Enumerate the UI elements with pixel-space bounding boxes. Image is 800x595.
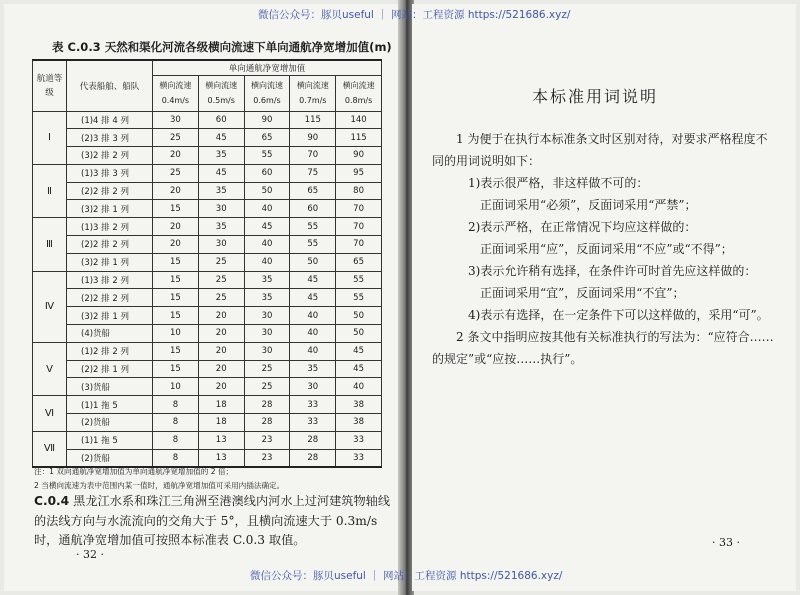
table-row [33, 325, 382, 343]
cell-value: 70 [336, 236, 382, 254]
cell-vessel: (1)3 排 2 列 [67, 271, 153, 289]
cell-value: 20 [198, 307, 244, 325]
note-line: 注：1 双向通航净宽增加值为单向通航净宽增加值的 2 倍； [34, 467, 234, 476]
cell-value: 70 [336, 218, 382, 236]
cell-value: 25 [198, 271, 244, 289]
cell-value: 25 [244, 378, 290, 396]
cell-value: 45 [198, 129, 244, 147]
cell-value: 30 [153, 111, 199, 129]
cell-value: 8 [153, 414, 199, 432]
note-line: 2 当横向流速为表中范围内某一值时，通航净宽增加值可采用内插法确定。 [34, 481, 285, 490]
cell-value: 80 [336, 182, 382, 200]
cell-value: 28 [244, 396, 290, 414]
cell-value: 28 [244, 414, 290, 432]
cell-value: 8 [153, 431, 199, 449]
table-row [33, 111, 382, 129]
cell-vessel: (1)1 拖 5 [67, 431, 153, 449]
table-row [33, 378, 382, 396]
cell-level: Ⅴ [33, 342, 67, 395]
cell-value: 23 [244, 431, 290, 449]
list-item: 1)表示很严格，非这样做不可的： [468, 176, 649, 190]
cell-value: 18 [198, 414, 244, 432]
header-speed: 横向流速 0.6m/s [244, 75, 290, 111]
cell-value: 40 [290, 342, 336, 360]
cell-value: 8 [153, 449, 199, 467]
cell-value: 60 [198, 111, 244, 129]
table-title: 表 C.0.3 天然和渠化河流各级横向流速下单向通航净宽增加值(m) [52, 40, 392, 54]
table-row [33, 342, 382, 360]
cell-level: Ⅰ [33, 111, 67, 164]
cell-value: 40 [244, 200, 290, 218]
table-row [33, 360, 382, 378]
cell-value: 23 [244, 449, 290, 467]
paragraph: 2 条文中指明应按其他有关标准执行的写法为：“应符合…… [456, 330, 774, 344]
cell-value: 35 [290, 360, 336, 378]
cell-value: 60 [290, 200, 336, 218]
page-number-left: · 32 · [76, 548, 104, 561]
cell-value: 60 [244, 164, 290, 182]
cell-value: 15 [153, 360, 199, 378]
cell-vessel: (2)3 排 3 列 [67, 129, 153, 147]
table-row [33, 182, 382, 200]
watermark-top: 微信公众号：豚贝useful ｜ 网站：工程资源 https://521686.xyz/ [258, 9, 571, 21]
header-group: 单向通航净宽增加值 [153, 60, 382, 75]
list-item-words: 正面词采用“应”，反面词采用“不应”或“不得”； [480, 242, 733, 256]
watermark-bottom: 微信公众号：豚贝useful ｜ 网站：工程资源 https://521686.xyz/ [250, 570, 563, 582]
cell-value: 33 [290, 414, 336, 432]
cell-vessel: (3)2 排 1 列 [67, 307, 153, 325]
cell-vessel: (2)货船 [67, 449, 153, 467]
header-speed: 横向流速 0.8m/s [336, 75, 382, 111]
wording-title: 本标准用词说明 [532, 87, 659, 106]
clause-number: C.0.4 [34, 494, 70, 508]
table-body [33, 111, 382, 467]
cell-value: 20 [198, 360, 244, 378]
cell-vessel: (4)货船 [67, 325, 153, 343]
clause-text: 黑龙江水系和珠江三角洲至港澳线内河水上过河建筑物轴线的法线方向与水流流向的交角大于 5°，且横向流速大于 0.3m/s 时，通航净宽增加值可按照本标准表 C.0.3 取值。 [34, 494, 391, 547]
cell-vessel: (2)2 排 2 列 [67, 182, 153, 200]
cell-value: 15 [153, 307, 199, 325]
cell-value: 25 [153, 164, 199, 182]
header-speed: 横向流速 0.5m/s [198, 75, 244, 111]
cell-value: 20 [153, 147, 199, 165]
table-row [33, 236, 382, 254]
cell-vessel: (1)3 排 3 列 [67, 164, 153, 182]
cell-value: 40 [336, 378, 382, 396]
table-row [33, 271, 382, 289]
cell-value: 40 [244, 236, 290, 254]
cell-level: Ⅵ [33, 396, 67, 432]
cell-value: 38 [336, 396, 382, 414]
cell-level: Ⅱ [33, 164, 67, 217]
cell-value: 20 [198, 342, 244, 360]
cell-value: 45 [244, 218, 290, 236]
paragraph: 同的用词说明如下： [432, 154, 541, 168]
list-item: 4)表示有选择，在一定条件下可以这样做的，采用“可”。 [468, 308, 769, 322]
table-row [33, 414, 382, 432]
cell-value: 65 [244, 129, 290, 147]
table-row [33, 431, 382, 449]
cell-value: 50 [244, 182, 290, 200]
cell-value: 50 [336, 307, 382, 325]
cell-value: 18 [198, 396, 244, 414]
cell-value: 45 [336, 342, 382, 360]
cell-value: 15 [153, 253, 199, 271]
left-page [4, 4, 400, 591]
cell-value: 55 [336, 289, 382, 307]
table-notes [34, 465, 284, 493]
header-level: 航道等级 [33, 60, 67, 111]
paragraph: 的规定”或“应按……执行”。 [432, 352, 583, 366]
cell-value: 35 [244, 271, 290, 289]
cell-value: 70 [290, 147, 336, 165]
cell-vessel: (2)2 排 2 列 [67, 236, 153, 254]
cell-level: Ⅶ [33, 431, 67, 467]
cell-value: 25 [244, 360, 290, 378]
cell-value: 45 [198, 164, 244, 182]
cell-value: 28 [290, 431, 336, 449]
cell-value: 30 [244, 325, 290, 343]
clause-c04 [34, 492, 394, 551]
cell-value: 33 [336, 431, 382, 449]
cell-value: 45 [336, 360, 382, 378]
cell-value: 45 [290, 289, 336, 307]
table-row [33, 396, 382, 414]
cell-value: 35 [198, 147, 244, 165]
cell-vessel: (2)2 排 1 列 [67, 360, 153, 378]
cell-value: 35 [244, 289, 290, 307]
table-row [33, 253, 382, 271]
right-page [412, 4, 796, 591]
header-vessel: 代表船舶、船队 [67, 60, 153, 111]
cell-value: 35 [198, 182, 244, 200]
table-row [33, 147, 382, 165]
cell-value: 30 [198, 236, 244, 254]
cell-value: 90 [244, 111, 290, 129]
cell-value: 75 [290, 164, 336, 182]
cell-value: 15 [153, 289, 199, 307]
cell-value: 40 [290, 307, 336, 325]
cell-vessel: (2)2 排 2 列 [67, 289, 153, 307]
cell-value: 30 [198, 200, 244, 218]
page-number-right: · 33 · [712, 536, 740, 549]
cell-value: 70 [336, 200, 382, 218]
cell-value: 33 [290, 396, 336, 414]
cell-value: 25 [198, 289, 244, 307]
cell-value: 45 [290, 271, 336, 289]
cell-value: 90 [290, 129, 336, 147]
cell-value: 20 [153, 182, 199, 200]
list-item-words: 正面词采用“宜”，反面词采用“不宜”； [480, 286, 685, 300]
cell-vessel: (3)2 排 1 列 [67, 200, 153, 218]
cell-vessel: (1)3 排 2 列 [67, 218, 153, 236]
cell-level: Ⅲ [33, 218, 67, 271]
cell-value: 55 [244, 147, 290, 165]
paragraph: 1 为便于在执行本标准条文时区别对待，对要求严格程度不 [456, 132, 768, 146]
cell-vessel: (1)1 拖 5 [67, 396, 153, 414]
cell-value: 30 [244, 342, 290, 360]
cell-value: 33 [336, 449, 382, 467]
cell-value: 90 [336, 147, 382, 165]
cell-value: 50 [290, 253, 336, 271]
wording-body [432, 128, 782, 370]
cell-value: 35 [198, 218, 244, 236]
list-item: 2)表示严格，在正常情况下均应这样做的： [468, 220, 697, 234]
cell-value: 55 [336, 271, 382, 289]
cell-value: 115 [336, 129, 382, 147]
table-row [33, 289, 382, 307]
table-row [33, 200, 382, 218]
cell-value: 15 [153, 271, 199, 289]
cell-value: 13 [198, 449, 244, 467]
cell-vessel: (2)货船 [67, 414, 153, 432]
table-row [33, 307, 382, 325]
cell-value: 20 [153, 218, 199, 236]
cell-value: 25 [198, 253, 244, 271]
cell-value: 65 [290, 182, 336, 200]
cell-vessel: (3)2 排 2 列 [67, 147, 153, 165]
cell-level: Ⅳ [33, 271, 67, 342]
cell-value: 15 [153, 200, 199, 218]
cell-value: 20 [153, 236, 199, 254]
cell-vessel: (1)2 排 2 列 [67, 342, 153, 360]
cell-value: 140 [336, 111, 382, 129]
cell-value: 55 [290, 236, 336, 254]
cell-value: 50 [336, 325, 382, 343]
cell-value: 13 [198, 431, 244, 449]
header-speed: 横向流速 0.7m/s [290, 75, 336, 111]
cell-value: 65 [336, 253, 382, 271]
table-row [33, 164, 382, 182]
cell-vessel: (3)货船 [67, 378, 153, 396]
cell-value: 30 [290, 378, 336, 396]
cell-value: 15 [153, 342, 199, 360]
list-item-words: 正面词采用“必须”，反面词采用“严禁”； [480, 198, 697, 212]
cell-value: 25 [153, 129, 199, 147]
navigation-width-table [32, 59, 382, 468]
table-row [33, 129, 382, 147]
cell-vessel: (1)4 排 4 列 [67, 111, 153, 129]
cell-vessel: (3)2 排 1 列 [67, 253, 153, 271]
cell-value: 20 [198, 325, 244, 343]
table-row [33, 218, 382, 236]
cell-value: 28 [290, 449, 336, 467]
cell-value: 30 [244, 307, 290, 325]
cell-value: 55 [290, 218, 336, 236]
cell-value: 38 [336, 414, 382, 432]
header-speed: 横向流速 0.4m/s [153, 75, 199, 111]
cell-value: 95 [336, 164, 382, 182]
cell-value: 40 [244, 253, 290, 271]
cell-value: 10 [153, 378, 199, 396]
list-item: 3)表示允许稍有选择，在条件许可时首先应这样做的： [468, 264, 757, 278]
cell-value: 115 [290, 111, 336, 129]
cell-value: 8 [153, 396, 199, 414]
cell-value: 20 [198, 378, 244, 396]
cell-value: 40 [290, 325, 336, 343]
cell-value: 10 [153, 325, 199, 343]
